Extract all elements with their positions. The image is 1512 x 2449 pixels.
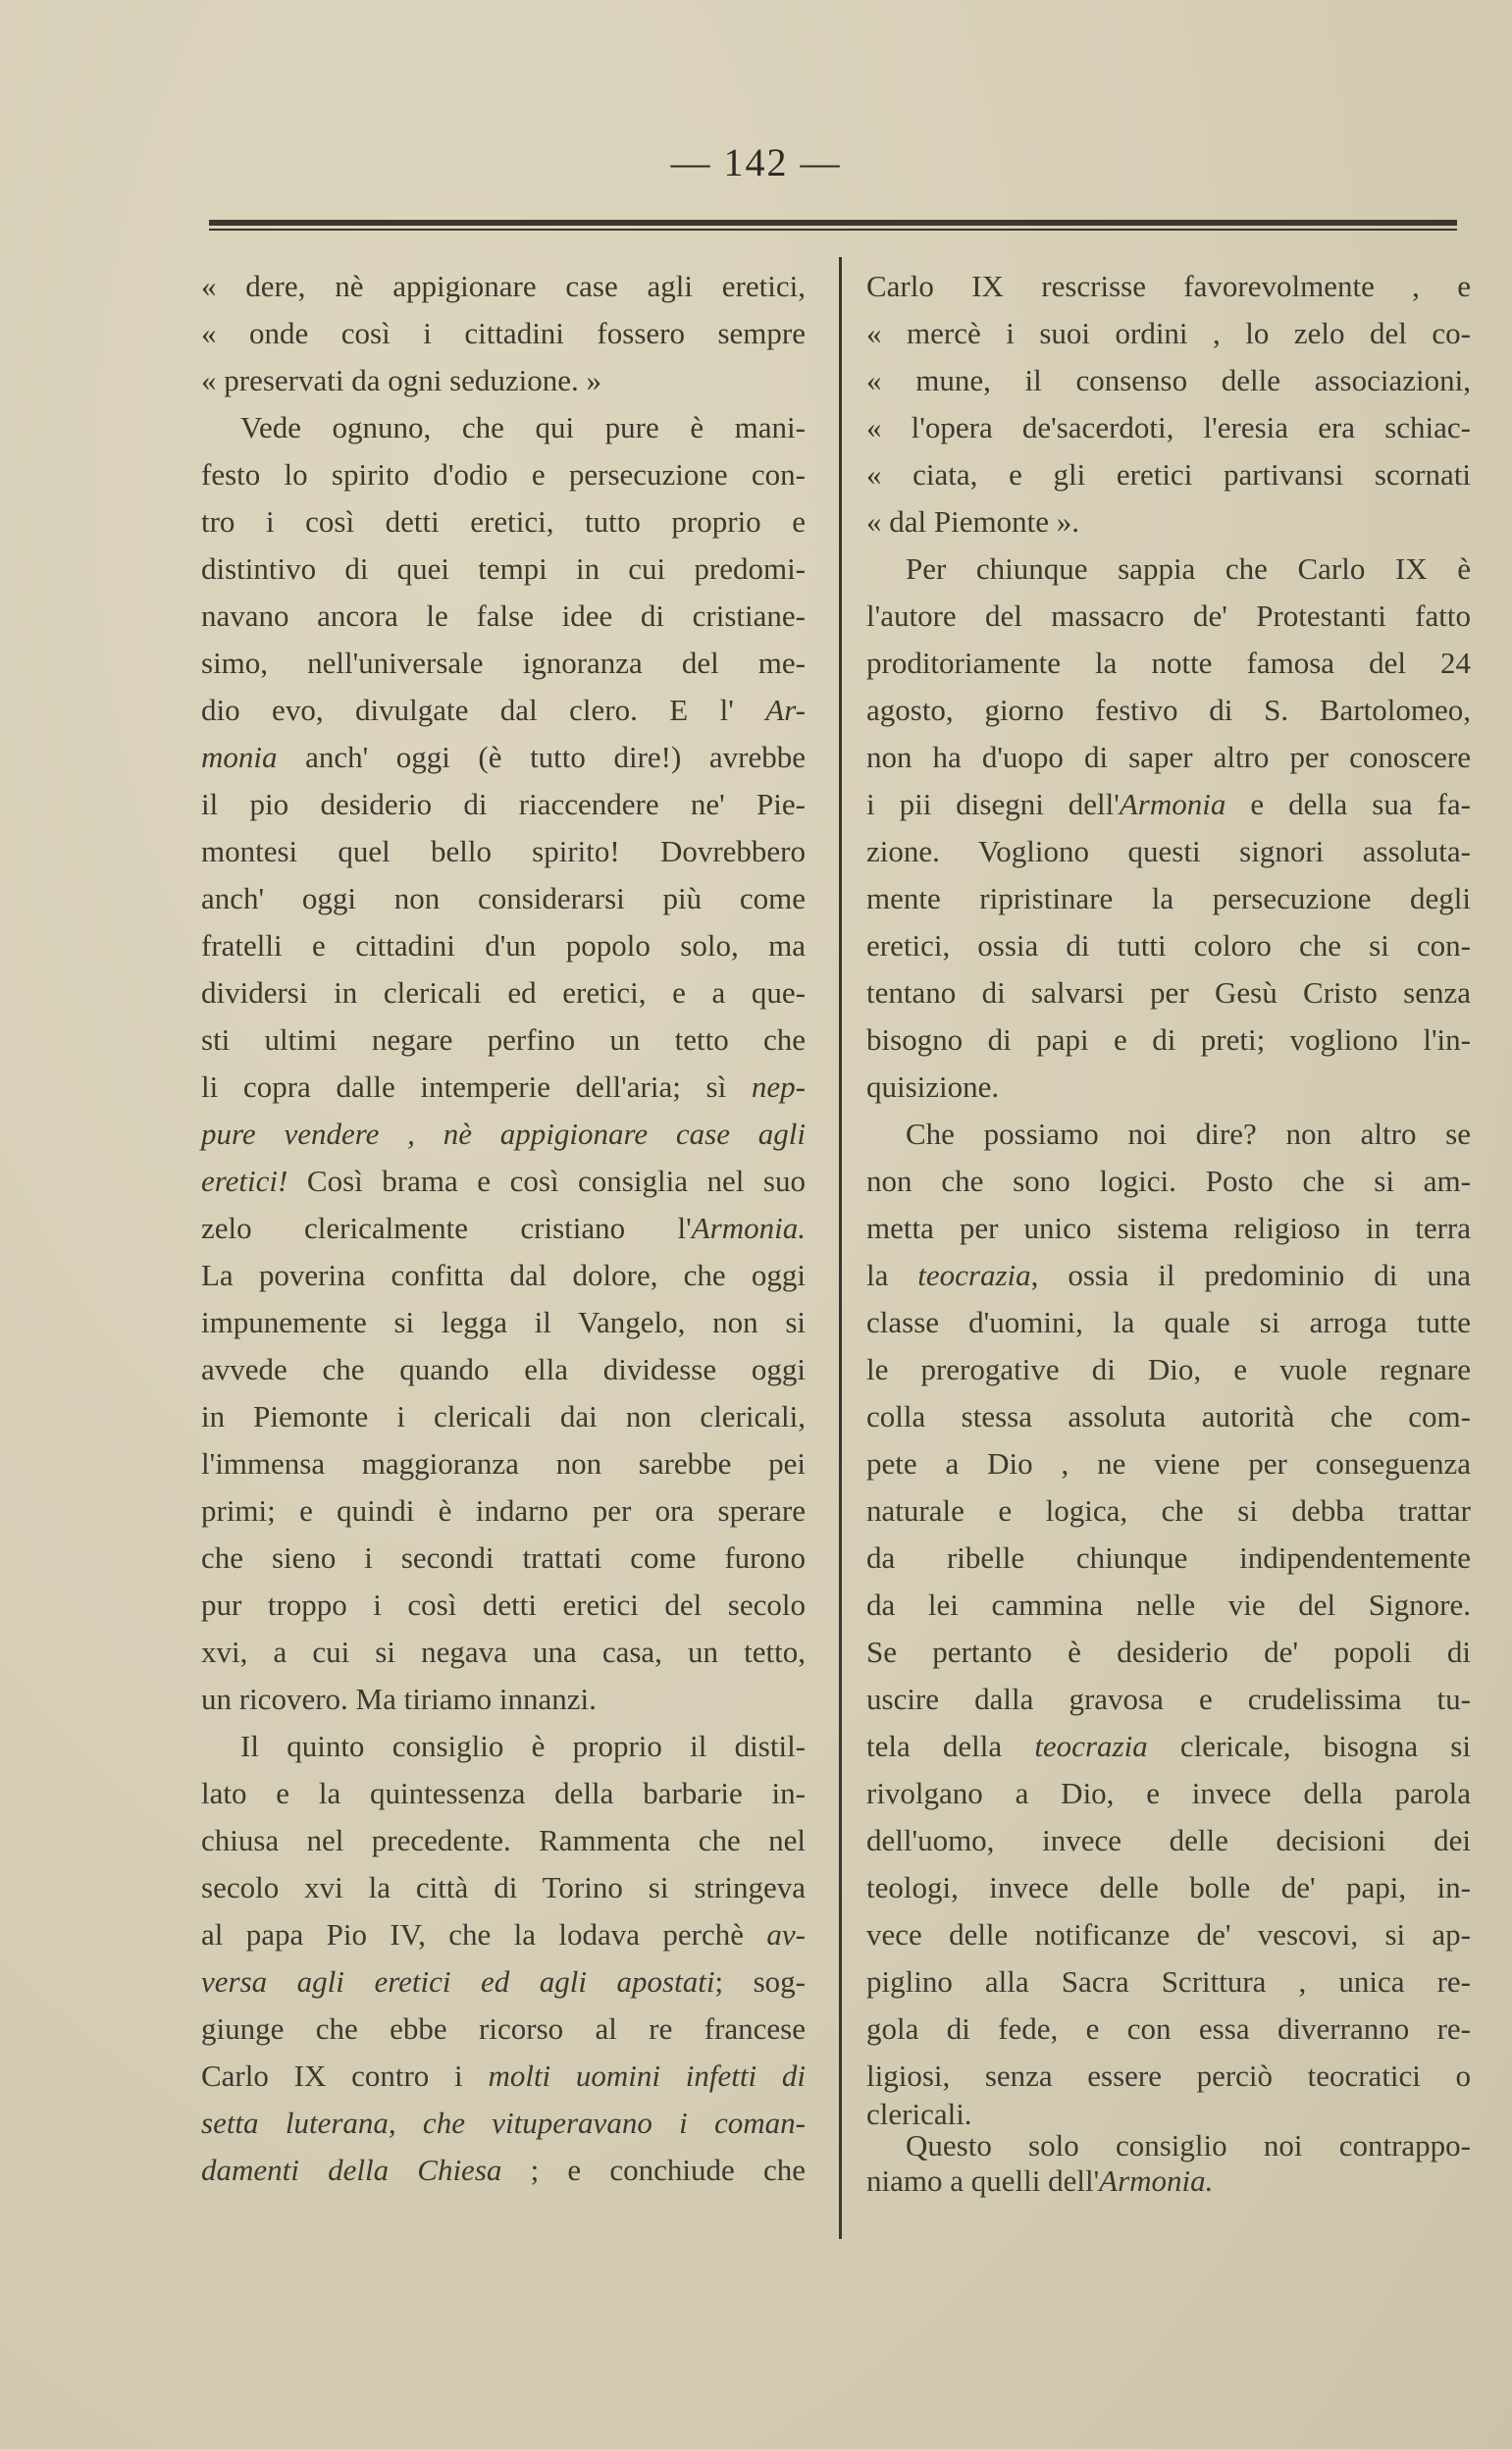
text-line <box>201 1016 806 1064</box>
text-segment: pur troppo i così detti eretici del secolo <box>201 1588 806 1622</box>
text-segment: festo lo spirito d'odio e persecuzione con- <box>201 457 806 492</box>
text-line <box>866 1346 1471 1393</box>
text-segment: l'immensa maggioranza non sarebbe pei <box>201 1446 806 1481</box>
text-segment: le prerogative di Dio, e vuole regnare <box>866 1352 1471 1386</box>
header-rule <box>209 220 1457 226</box>
text-segment: primi; e quindi è indarno per ora sperare <box>201 1493 806 1528</box>
text-segment: da lei cammina nelle vie del Signore. <box>866 1588 1471 1622</box>
text-segment: i pii disegni dell' <box>866 787 1120 821</box>
text-segment: La poverina confitta dal dolore, che oggi <box>201 1258 806 1292</box>
italic-text: monia <box>201 740 278 774</box>
text-segment: naturale e logica, che si debba trattar <box>866 1493 1471 1528</box>
text-line <box>201 2100 806 2147</box>
header-rule-thin <box>209 229 1457 231</box>
text-segment: anch' oggi (è tutto dire!) avrebbe <box>277 740 806 774</box>
text-segment: xvi, a cui si negava una casa, un tetto, <box>201 1635 806 1669</box>
text-segment: Così brama e così consiglia nel suo <box>287 1164 806 1198</box>
text-line <box>866 875 1471 922</box>
text-segment: un ricovero. Ma tiriamo innanzi. <box>201 1682 597 1716</box>
text-segment: teologi, invece delle bolle de' papi, in- <box>866 1870 1471 1904</box>
text-segment: classe d'uomini, la quale si arroga tutte <box>866 1305 1471 1339</box>
text-segment: « ciata, e gli eretici partivansi scornati <box>866 457 1471 492</box>
text-line <box>866 1487 1471 1535</box>
text-line <box>201 1958 806 2006</box>
text-segment: colla stessa assoluta autorità che com- <box>866 1399 1471 1433</box>
text-segment: lato e la quintessenza della barbarie in- <box>201 1776 806 1810</box>
text-segment: « l'opera de'sacerdoti, l'eresia era schiac- <box>866 410 1471 444</box>
text-segment: agosto, giorno festivo di S. Bartolomeo, <box>866 693 1471 727</box>
text-line <box>866 1111 1471 1158</box>
text-line <box>866 263 1471 310</box>
text-segment: « mune, il consenso delle associazioni, <box>866 363 1471 397</box>
italic-text: eretici! <box>201 1164 288 1198</box>
italic-text: teocrazia <box>917 1258 1031 1292</box>
text-segment: anch' oggi non considerarsi più come <box>201 881 806 915</box>
text-line <box>201 1299 806 1346</box>
text-segment: ligiosi, senza essere perciò teocratici o <box>866 2058 1471 2093</box>
text-line <box>866 640 1471 687</box>
text-segment: pete a Dio , ne viene per conseguenza <box>866 1446 1471 1481</box>
text-line <box>201 1676 806 1723</box>
text-segment: « mercè i suoi ordini , lo zelo del co- <box>866 316 1471 350</box>
text-segment: avvede che quando ella dividesse oggi <box>201 1352 806 1386</box>
text-line <box>866 781 1471 828</box>
text-line <box>201 310 806 357</box>
page-number: — 142 — <box>670 140 842 184</box>
text-segment: montesi quel bello spirito! Dovrebbero <box>201 834 806 868</box>
text-line <box>201 1629 806 1676</box>
text-line <box>866 1535 1471 1582</box>
text-segment: dio evo, divulgate dal clero. E l' <box>201 693 766 727</box>
text-line <box>866 1770 1471 1817</box>
text-line <box>201 498 806 546</box>
text-line <box>866 2053 1471 2100</box>
text-line <box>866 2164 1471 2200</box>
text-segment: ; sog- <box>714 1964 807 1999</box>
text-segment: proditoriamente la notte famosa del 24 <box>866 646 1471 680</box>
text-segment: giunge che ebbe ricorso al re francese <box>201 2011 806 2046</box>
text-segment: niamo a quelli dell' <box>866 2163 1100 2198</box>
text-segment: non ha d'uopo di saper altro per conoscere <box>866 740 1471 774</box>
text-line <box>201 1440 806 1487</box>
text-segment: vece delle notificanze de' vescovi, si ap- <box>866 1917 1471 1952</box>
text-segment: Il quinto consiglio è proprio il distil- <box>240 1729 806 1763</box>
text-segment: Vede ognuno, che qui pure è mani- <box>240 410 806 444</box>
text-line <box>866 1629 1471 1676</box>
text-segment: tro i così detti eretici, tutto proprio e <box>201 504 806 539</box>
text-segment: zione. Vogliono questi signori assoluta- <box>866 834 1471 868</box>
text-segment: tela della <box>866 1729 1035 1763</box>
left-column <box>201 263 806 2194</box>
text-line <box>866 969 1471 1016</box>
text-line <box>201 969 806 1016</box>
right-column <box>866 263 1471 2200</box>
text-line <box>201 875 806 922</box>
text-line <box>866 1864 1471 1911</box>
text-segment: mente ripristinare la persecuzione degli <box>866 881 1471 915</box>
text-segment: , ossia il predominio di una <box>1030 1258 1471 1292</box>
text-line <box>866 1958 1471 2006</box>
text-line <box>201 1535 806 1582</box>
text-segment: l'autore del massacro de' Protestanti fatto <box>866 599 1471 633</box>
text-segment: al papa Pio IV, che la lodava perchè <box>201 1917 767 1952</box>
text-segment: quisizione. <box>866 1069 1000 1104</box>
text-line <box>201 1064 806 1111</box>
text-line <box>866 1205 1471 1252</box>
text-segment: impunemente si legga il Vangelo, non si <box>201 1305 806 1339</box>
text-line <box>201 922 806 969</box>
text-line <box>201 1205 806 1252</box>
text-line <box>201 546 806 593</box>
text-segment: metta per unico sistema religioso in terra <box>866 1211 1471 1245</box>
text-line <box>201 1817 806 1864</box>
text-segment: sti ultimi negare perfino un tetto che <box>201 1022 806 1057</box>
text-line <box>866 1016 1471 1064</box>
text-segment: « dere, nè appigionare case agli eretici, <box>201 269 806 303</box>
text-line <box>866 593 1471 640</box>
text-line <box>201 1252 806 1299</box>
text-line <box>201 1911 806 1958</box>
italic-text: Ar- <box>765 693 806 727</box>
text-line <box>201 2006 806 2053</box>
italic-text: Armonia. <box>691 1211 806 1245</box>
text-segment: fratelli e cittadini d'un popolo solo, ma <box>201 928 806 963</box>
text-line <box>866 1158 1471 1205</box>
text-line <box>201 1582 806 1629</box>
text-line <box>866 451 1471 498</box>
text-segment: eretici, ossia di tutti coloro che si con- <box>866 928 1471 963</box>
text-segment: tentano di salvarsi per Gesù Cristo senza <box>866 975 1471 1010</box>
text-line <box>866 922 1471 969</box>
italic-text: molti uomini infetti di <box>488 2058 806 2093</box>
italic-text: versa agli eretici ed agli apostati <box>201 1964 715 1999</box>
text-line <box>866 1064 1471 1111</box>
text-line <box>866 1393 1471 1440</box>
text-segment: « preservati da ogni seduzione. » <box>201 363 602 397</box>
text-segment: e della sua fa- <box>1225 787 1471 821</box>
text-segment: clericali. <box>866 2097 972 2131</box>
text-line <box>201 734 806 781</box>
text-line <box>201 1864 806 1911</box>
text-line <box>866 404 1471 451</box>
text-segment: distintivo di quei tempi in cui predomi- <box>201 551 806 586</box>
text-line <box>866 1582 1471 1629</box>
text-line <box>866 1817 1471 1864</box>
text-segment: in Piemonte i clericali dai non clericali, <box>201 1399 806 1433</box>
text-segment: Se pertanto è desiderio de' popoli di <box>866 1635 1471 1669</box>
text-line <box>866 1676 1471 1723</box>
text-segment: dividersi in clericali ed eretici, e a que- <box>201 975 806 1010</box>
italic-text: setta luterana, che vituperavano i coman- <box>201 2106 806 2140</box>
text-line <box>201 781 806 828</box>
text-segment: Per chiunque sappia che Carlo IX è <box>906 551 1471 586</box>
text-line <box>201 1487 806 1535</box>
text-line <box>866 1723 1471 1770</box>
text-line <box>201 1158 806 1205</box>
text-segment: li copra dalle intemperie dell'aria; sì <box>201 1069 752 1104</box>
text-line <box>201 640 806 687</box>
text-segment: simo, nell'universale ignoranza del me- <box>201 646 806 680</box>
text-line <box>201 1111 806 1158</box>
text-segment: bisogno di papi e di preti; vogliono l'in- <box>866 1022 1471 1057</box>
italic-text: pure vendere , nè appigionare case agli <box>201 1117 806 1151</box>
italic-text: av- <box>766 1917 806 1952</box>
text-segment: Questo solo consiglio noi contrappo- <box>906 2128 1471 2162</box>
text-line <box>201 593 806 640</box>
text-line <box>866 1299 1471 1346</box>
text-segment: clericale, bisogna si <box>1147 1729 1471 1763</box>
text-line <box>201 404 806 451</box>
text-line <box>866 310 1471 357</box>
text-line <box>201 828 806 875</box>
text-line <box>201 357 806 404</box>
text-line <box>201 1346 806 1393</box>
italic-text: nep- <box>751 1069 806 1104</box>
text-line <box>866 687 1471 734</box>
column-divider <box>839 257 842 2239</box>
text-line <box>201 263 806 310</box>
text-segment: secolo xvi la città di Torino si stringeva <box>201 1870 806 1904</box>
text-line <box>201 687 806 734</box>
text-line <box>866 1440 1471 1487</box>
text-line <box>201 1770 806 1817</box>
text-segment: da ribelle chiunque indipendentemente <box>866 1540 1471 1575</box>
text-line <box>866 498 1471 546</box>
text-segment: chiusa nel precedente. Rammenta che nel <box>201 1823 806 1857</box>
text-line <box>201 2053 806 2100</box>
text-segment: che sieno i secondi trattati come furono <box>201 1540 806 1575</box>
text-segment: uscire dalla gravosa e crudelissima tu- <box>866 1682 1471 1716</box>
text-line <box>201 1393 806 1440</box>
text-segment: Che possiamo noi dire? non altro se <box>906 1117 1471 1151</box>
text-line <box>866 2129 1471 2164</box>
text-line <box>201 2147 806 2194</box>
text-segment: Carlo IX contro i <box>201 2058 489 2093</box>
text-segment: ; e conchiude che <box>501 2153 806 2187</box>
italic-text: Armonia. <box>1099 2163 1214 2198</box>
text-line <box>866 2006 1471 2053</box>
text-line <box>866 546 1471 593</box>
text-segment: gola di fede, e con essa diverranno re- <box>866 2011 1471 2046</box>
text-segment: Carlo IX rescrisse favorevolmente , e <box>866 269 1471 303</box>
text-segment: navano ancora le false idee di cristiane- <box>201 599 806 633</box>
text-segment: piglino alla Sacra Scrittura , unica re- <box>866 1964 1471 1999</box>
text-line <box>866 357 1471 404</box>
text-segment: « onde così i cittadini fossero sempre <box>201 316 806 350</box>
text-segment: « dal Piemonte ». <box>866 504 1079 539</box>
italic-text: damenti della Chiesa <box>201 2153 502 2187</box>
text-line <box>201 451 806 498</box>
text-segment: non che sono logici. Posto che si am- <box>866 1164 1471 1198</box>
text-segment: dell'uomo, invece delle decisioni dei <box>866 1823 1471 1857</box>
text-line <box>866 2097 1471 2131</box>
text-segment: rivolgano a Dio, e invece della parola <box>866 1776 1471 1810</box>
text-line <box>866 1911 1471 1958</box>
text-line <box>201 1723 806 1770</box>
italic-text: teocrazia <box>1034 1729 1148 1763</box>
text-line <box>866 734 1471 781</box>
text-segment: la <box>866 1258 918 1292</box>
text-segment: il pio desiderio di riaccendere ne' Pie- <box>201 787 806 821</box>
text-line <box>866 828 1471 875</box>
text-line <box>866 1252 1471 1299</box>
text-segment: zelo clericalmente cristiano l' <box>201 1211 692 1245</box>
italic-text: Armonia <box>1119 787 1226 821</box>
